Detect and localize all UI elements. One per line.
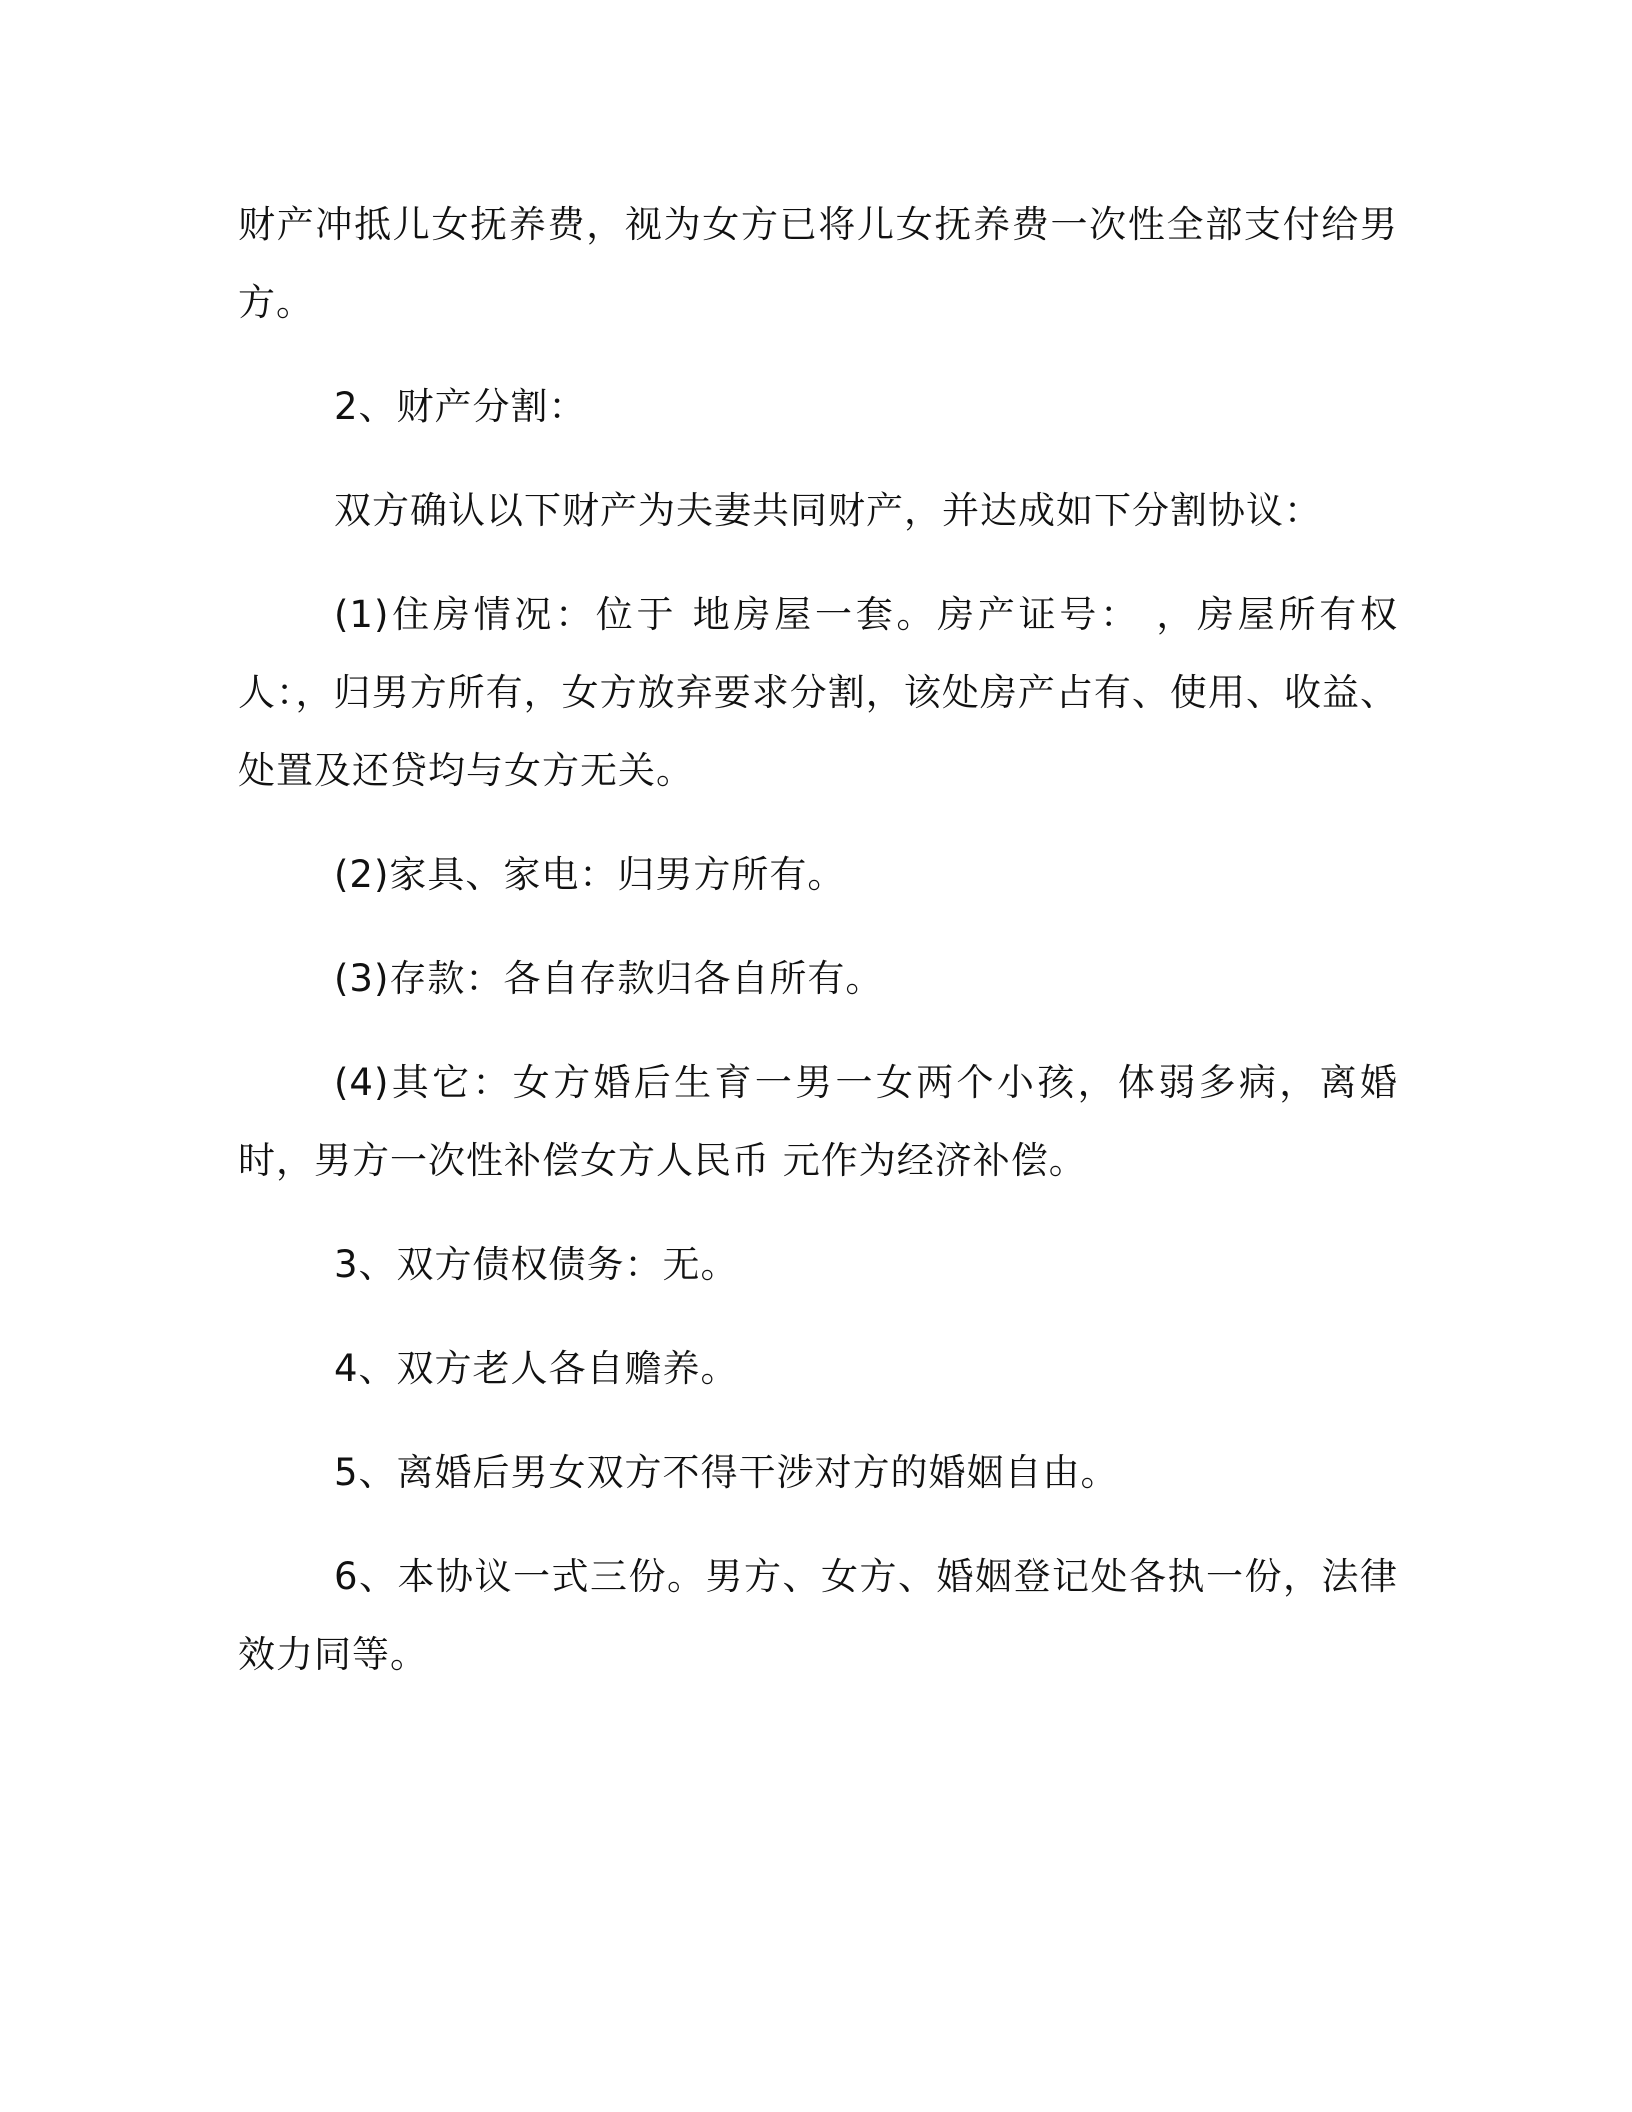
- section-heading-property-division: 2、财产分割：: [334, 385, 587, 428]
- paragraph-savings: (3)存款：各自存款归各自所有。: [334, 957, 884, 1000]
- paragraph-copies: 6、本协议一式三份。男方、女方、婚姻登记处各执一份，法律效力同等。: [238, 1555, 1398, 1676]
- paragraph-continuation: 财产冲抵儿女抚养费，视为女方已将儿女抚养费一次性全部支付给男方。: [238, 203, 1398, 324]
- paragraph-marriage-freedom: 5、离婚后男女双方不得干涉对方的婚姻自由。: [334, 1451, 1119, 1494]
- paragraph-other: (4)其它：女方婚后生育一男一女两个小孩，体弱多病，离婚时，男方一次性补偿女方人民币 元作为经济补偿。: [238, 1061, 1398, 1182]
- paragraph-debts: 3、双方债权债务：无。: [334, 1243, 739, 1286]
- paragraph-joint-property: 双方确认以下财产为夫妻共同财产，并达成如下分割协议：: [334, 489, 1322, 532]
- paragraph-furniture: (2)家具、家电：归男方所有。: [334, 853, 846, 896]
- document-body: [238, 186, 1398, 1694]
- paragraph-elderly-support: 4、双方老人各自赡养。: [334, 1347, 739, 1390]
- paragraph-housing: (1)住房情况：位于 地房屋一套。房产证号： ，房屋所有权人：，归男方所有，女方放弃要求分割，该处房产占有、使用、收益、处置及还贷均与女方无关。: [238, 593, 1398, 792]
